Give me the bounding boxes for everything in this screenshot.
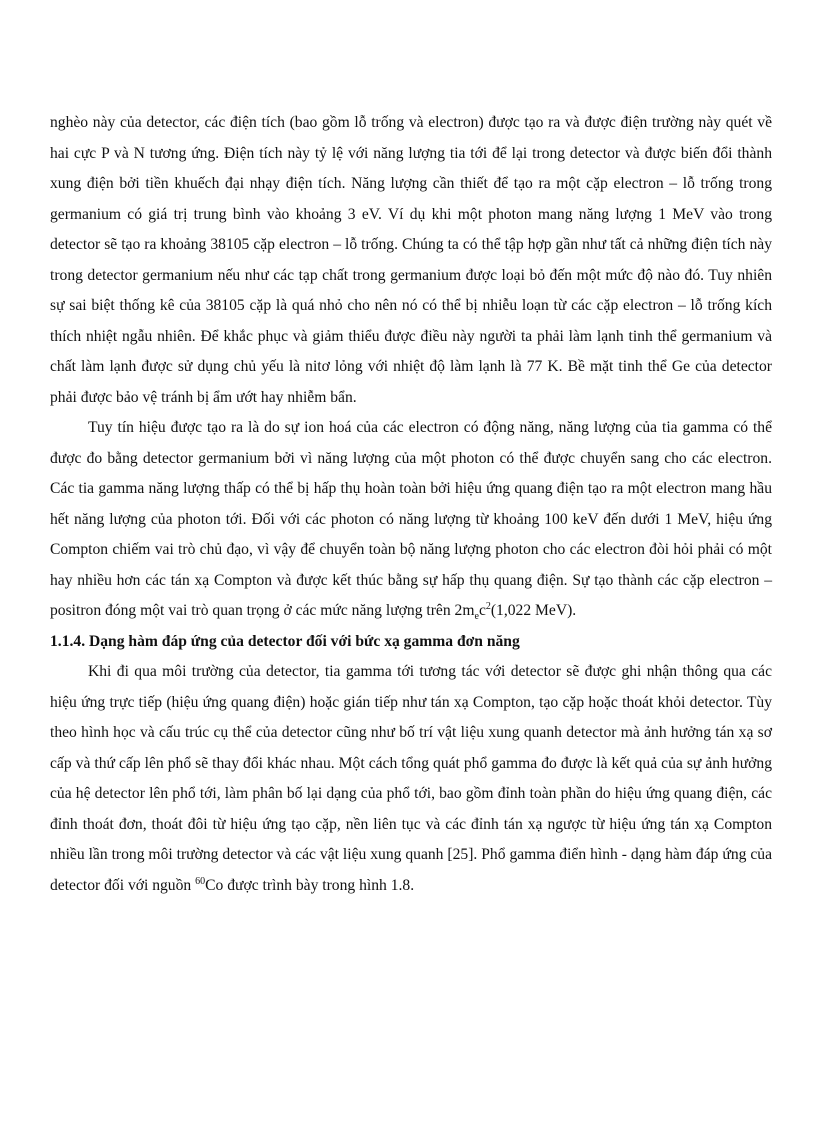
isotope-mass-number: 60 — [195, 875, 206, 887]
paragraph-text-tail: Co được trình bày trong hình 1.8. — [205, 876, 415, 894]
paragraph-response-function — [50, 657, 772, 901]
paragraph-depletion-region: nghèo này của detector, các điện tích (bao gồm lỗ trống và electron) được tạo ra và được điện trường này quét về hai cực P và N tương ứng. Điện tích này tỷ lệ với năng lượng tia tới để lại trong detector và được biến đổi thành xung điện bởi tiền khuếch đại nhạy điện tích. Năng lượng cần thiết để tạo ra một cặp electron – lỗ trống trong germanium có giá trị trung bình vào khoảng 3 eV. Ví dụ khi một photon mang năng lượng 1 MeV vào trong detector sẽ tạo ra khoảng 38105 cặp electron – lỗ trống. Chúng ta có thể tập hợp gần như tất cả những điện tích này trong detector germanium nếu như các tạp chất trong germanium được loại bỏ đến một mức độ nào đó. Tuy nhiên sự sai biệt thống kê của 38105 cặp là quá nhỏ cho nên nó có thể bị nhiễu loạn từ các cặp electron – lỗ trống kích thích nhiệt ngẫu nhiên. Để khắc phục và giảm thiểu được điều này người ta phải làm lạnh tinh thể germanium và chất làm lạnh được sử dụng chủ yếu là nitơ lỏng với nhiệt độ làm lạnh là 77 K. Bề mặt tinh thể Ge của detector phải được bảo vệ tránh bị ẩm ướt hay nhiễm bẩn. — [50, 114, 772, 406]
paragraph-text: Tuy tín hiệu được tạo ra là do sự ion hoá của các electron có động năng, năng lượng của tia gamma có thể được đo bằng detector germanium bởi vì năng lượng của một photon có thể được chuyển sang cho các electron. Các tia gamma năng lượng thấp có thể bị hấp thụ hoàn toàn bởi hiệu ứng quang điện tạo ra một electron mang hầu hết năng lượng của photon tới. Đối với các photon có năng lượng từ khoảng 100 keV đến dưới 1 MeV, hiệu ứng Compton chiếm vai trò chủ đạo, vì vậy để chuyển toàn bộ năng lượng photon cho các electron đòi hỏi phải có một hay nhiều hơn các tán xạ Compton và được kết thúc bằng sự hấp thụ quang điện. Sự tạo thành các cặp electron – positron đóng một vai trò quan trọng ở các mức năng lượng trên — [50, 419, 772, 619]
paragraph-gamma-energy-measurement — [50, 413, 772, 627]
paragraph-text: Khi đi qua môi trường của detector, tia gamma tới tương tác với detector sẽ được ghi nhận thông qua các hiệu ứng trực tiếp (hiệu ứng quang điện) hoặc gián tiếp như tán xạ Compton, tạo cặp hoặc thoát khỏi detector. Tùy theo hình học và cấu trúc cụ thể của detector cũng như bố trí vật liệu xung quanh detector mà ảnh hưởng tán xạ sơ cấp và thứ cấp lên phổ sẽ thay đổi khác nhau. Một cách tổng quát phổ gamma đo được là kết quả của sự ảnh hưởng của hệ detector lên phổ tới, làm phân bố lại dạng của phổ tới, bao gồm đỉnh toàn phần do hiệu ứng quang điện, các đỉnh thoát đơn, thoát đôi từ hiệu ứng tạo cặp, nền liên tục và các đỉnh tán xạ ngược từ hiệu ứng tán xạ Compton nhiều lần trong môi trường detector và các vật liệu xung quanh [25]. Phổ gamma điển hình - dạng hàm đáp ứng của detector đối với nguồn — [50, 663, 772, 894]
document-page — [50, 108, 772, 901]
rest-mass-formula: $2m_ec^2$ — [454, 600, 491, 623]
paragraph-text-tail: (1,022 MeV). — [490, 602, 577, 619]
section-heading: 1.1.4. Dạng hàm đáp ứng của detector đối với bức xạ gamma đơn năng — [50, 632, 520, 650]
